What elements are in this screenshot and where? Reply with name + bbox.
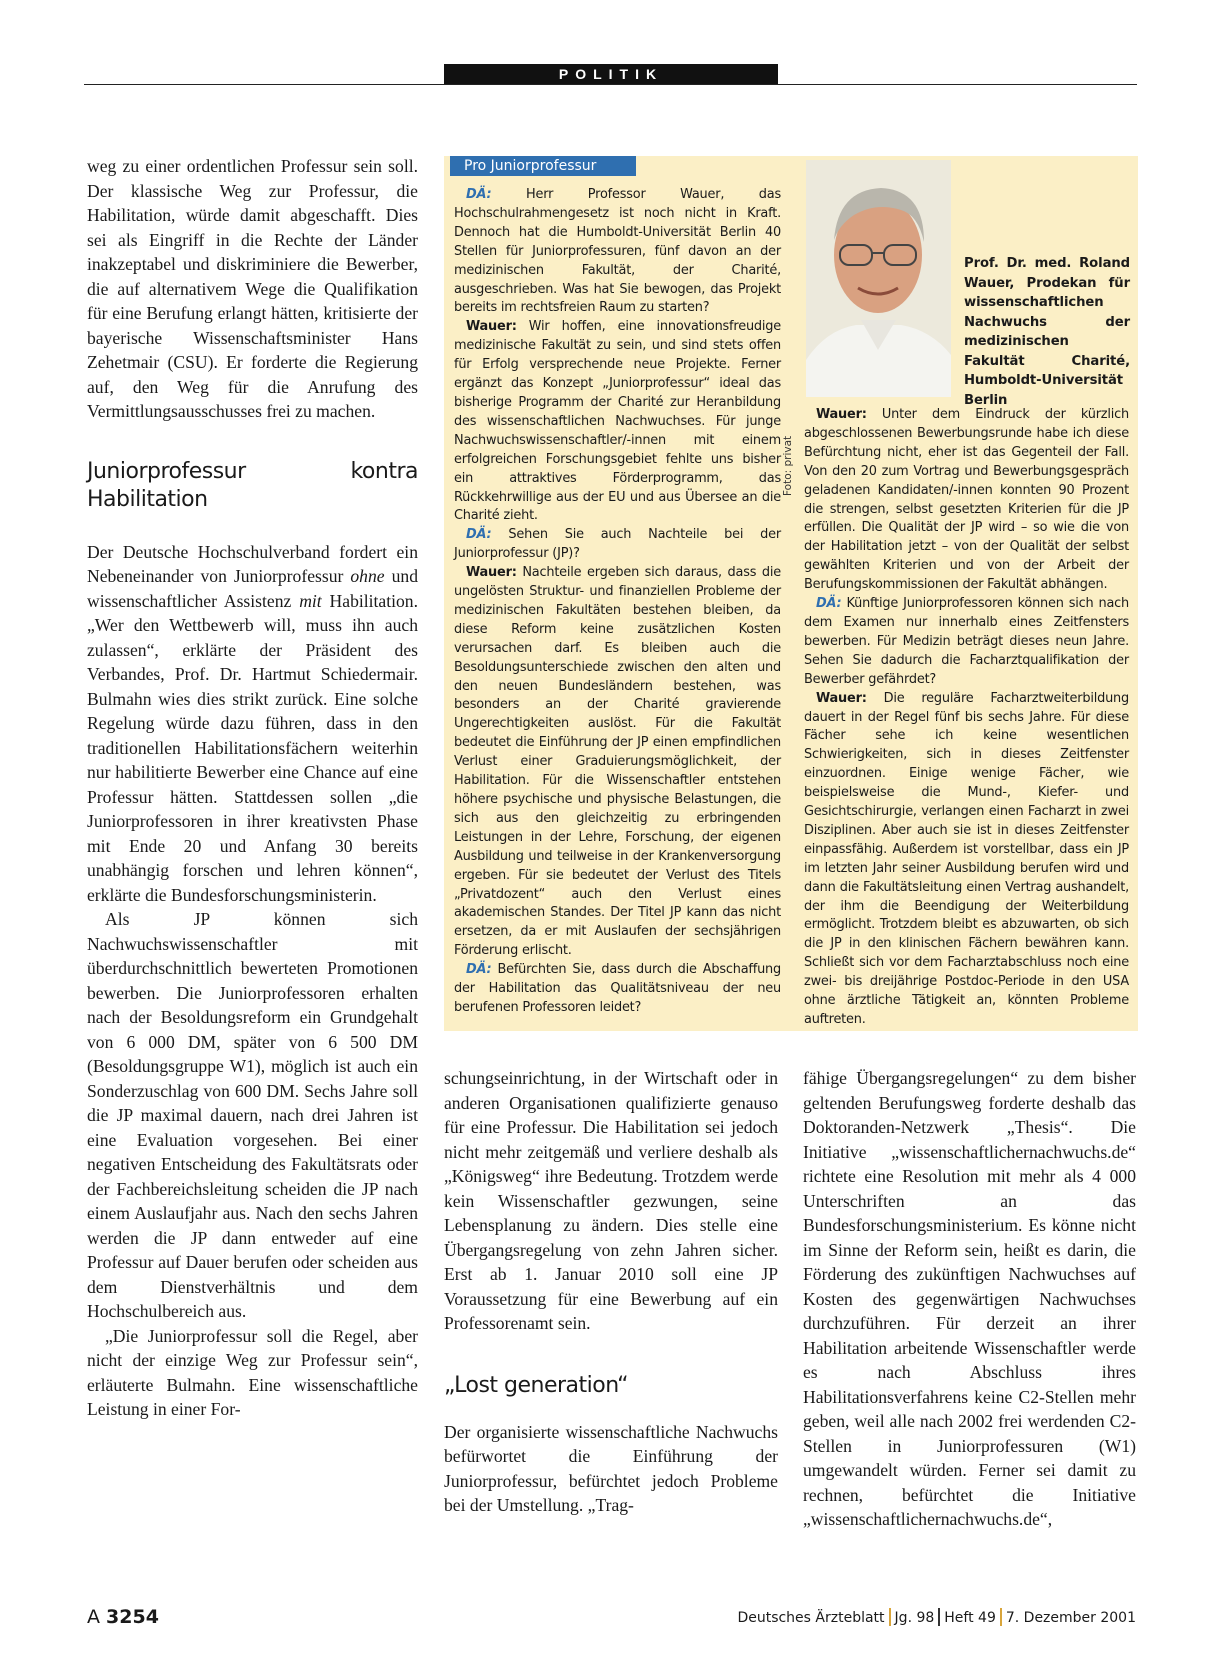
paragraph: Der Deutsche Hochschulverband fordert ein Nebeneinander von Juniorprofessur ohne und wissenschaftlicher Assistenz mit Habilitation. „Wer den Wettbewerb will, muss ihn auch zulassen“, erklärte der Präsident des Verbandes, Prof. Dr. Hartmut Schiedermair. Bulmahn wies dies strikt zurück. Eine solche Regelung würde dazu führen, dass in den traditionellen Habilitationsfächern weiterhin nur habilitierte Bewerber eine Chance auf eine Professur hätten. Stattdessen sollen „die Juniorprofessoren in ihrer kreativsten Phase mit Ende 20 und Anfang 30 bereits unabhängig forschen und lehren können“, erklärte die Bundesforschungsministerin. [87,541,418,905]
photo-caption: Prof. Dr. med. Roland Wauer, Prodekan für wissenschaftlichen Nachwuchs der medizinischen Fakultät Charité, Humboldt-Universität Berlin [964,256,1130,408]
header-rule [84,84,1137,85]
box-tag: Pro Juniorprofessur [450,156,636,176]
journal-name: Deutsches Ärzteblatt [737,1610,885,1626]
section-tag: POLITIK [444,64,778,85]
paragraph: schungseinrichtung, in der Wirtschaft oder in anderen Organisationen qualifizierte genauso für eine Professur. Die Habilitation sei jedoch nicht mehr zeitgemäß und verliere deshalb als „Königsweg“ ihre Bedeutung. Trotzdem werde kein Wissenschaftler gezwungen, seine Lebensplanung zu ändern. Dies stelle eine Übergangsregelung von zehn Jahren sicher. Erst ab 1. Januar 2010 soll eine JP Voraussetzung für eine Bewerbung auf ein Professorenamt sein. [444,1068,778,1333]
paragraph: Der organisierte wissenschaftliche Nachwuchs befürwortet die Einführung der Juniorprofessur, befürchtet jedoch Probleme bei der Umstellung. „Trag- [444,1421,778,1515]
paragraph: weg zu einer ordentlichen Professur sein soll. Der klassische Weg zur Professur, die Habilitation, würde damit abgeschafft. Dies sei als Eingriff in die Rechte der Länder inakzeptabel und diskriminiere die Bewerber, die auf alternativem Wege die Qualifikation für eine Berufung erlangt hätten, kritisierte der bayerische Wissenschaftsminister Hans Zehetmair (CSU). Er forderte die Regierung auf, den Weg für die Anrufung des Vermittlungsausschusses frei zu machen. [87,156,418,421]
middle-column [444,1066,778,1518]
paragraph: „Die Juniorprofessur soll die Regel, aber nicht der einzige Weg zur Professur sein“, erläuterte Bulmahn. Eine wissenschaftliche Leistung in einer For- [87,1325,418,1419]
journal-volume: Jg. 98 [894,1610,935,1626]
journal-date: 7. Dezember 2001 [1005,1610,1136,1626]
paragraph: Als JP können sich Nachwuchswissenschaftler mit überdurchschnittlich bewerteten Promotionen bewerben. Die Juniorprofessoren erhalten nach der Besoldungsreform ein Grundgehalt von 6 000 DM, später von 6 500 DM (Besoldungsgruppe W1), möglich ist auch ein Sonderzuschlag von 600 DM. Sechs Jahre soll die JP maximal dauern, nach drei Jahren ist eine Evaluation vorgesehen. Bei einer negativen Entscheidung des Fakultätsrats oder der Fachbereichsleitung scheiden die JP nach einem Auslaufjahr aus. Nach den sechs Jahren werden die JP dann entweder auf eine Professur auf Dauer berufen oder scheiden aus dem Dienstverhältnis und dem Hochschulbereich aus. [87,909,418,1321]
right-column [803,1066,1136,1532]
interview-column-2: Wauer: Unter dem Eindruck der kürzlich abgeschlossenen Bewerbungsrunde habe ich diese Befürchtung nicht, eher ist das Gegenteil der Fall. Von den 20 zum Vortrag und Bewerbungsgespräch geladenen Kandidaten/-innen konnten 90 Prozent die strengen, selbst gesetzten Kriterien für die JP erfüllen. Die Qualität der JP wird – so wie die von der Habilitation jetzt – von der Qualität der selbst gewählten Kriterien und von der Arbeit der Berufungskommissionen der Fakultät abhängen. DÄ: Künftige Juniorprofessoren können sich nach dem Examen nur innerhalb eines Zeitfensters bewerben. Für Medizin beträgt dieses neun Jahre. Sehen Sie dadurch die Facharztqualifikation der Bewerber gefährdet? Wauer: Die reguläre Facharztweiterbildung dauert in der Regel fünf bis sechs Jahre. Für diese Fächer sehe ich keine wesentlichen Schwierigkeiten, sich in dieses Zeitfenster einzuordnen. Einige wenige Fächer, wie beispielsweise die Mund-, Kiefer- und Gesichtschirurgie, verlangen einen Facharzt in zwei Disziplinen. Aber auch sie ist in dieses Zeitfenster einpassfähig. Außerdem ist vorstellbar, dass ein JP im letzten Jahr seiner Ausbildung berufen wird und dann die Fakultätsleitung einen Vertrag aushandelt, der ihm die Beendigung der Weiterbildung ermöglicht. Trotzdem bleibt es abzuwarten, ob sich die JP in den klinischen Fächern bewähren kann. Schließt sich vor dem Facharztabschluss noch eine zwei- bis dreijährige Postdoc-Periode in den USA ohne ärztliche Tätigkeit an, könnten Probleme auftreten. [804,407,1129,1027]
interview-box: Pro Juniorprofessur DÄ: Herr Professor Wauer, das Hochschulrahmengesetz ist noch nicht in Kraft. Dennoch hat die Humboldt-Universität Berlin 40 Stellen für Juniorprofessuren, fünf davon an der medizinischen Fakultät, der Charité, ausgeschrieben. Was hat Sie bewogen, das Projekt bereits im rechtsfreien Raum zu starten? Wauer: Wir hoffen, eine innovationsfreudige medizinische Fakultät zu sein, und sind stets offen für Erfolg versprechende neue Projekte. Ferner ergänzt das Konzept „Juniorprofessur“ ideal das bisherige Programm der Charité zur Heranbildung des wissenschaftlichen Nachwuchses. Für junge Nachwuchswissenschaftler/-innen mit einem erfolgreichen Forschungsgebiet fehlte uns bisher ein attraktives Förderprogramm, das Rückkehrwillige aus der EU und aus Übersee an die Charité zieht. DÄ: Sehen Sie auch Nachteile bei der Juniorprofessur (JP)? Wauer: Nachteile ergeben sich daraus, dass die ungelösten Struktur- und finanziellen Probleme der medizinischen Fakultäten bestehen bleiben, da diese Reform keine zusätzlichen Kosten verursachen darf. Es bleiben auch die Besoldungsunterschiede zwischen den alten und den neuen Bundesländern bestehen, was besonders an der Charité gravierende Ungerechtigkeiten auslöst. Für die Fakultät bedeutet die Einführung der JP einen empfindlichen Verlust einer Graduierungsmöglichkeit, der Habilitation. Für die Wissenschaftler entstehen höhere psychische und physische Belastungen, die sich aus den gleichzeitig zu erbringenden Leistungen in der Lehre, Forschung, der eigenen Ausbildung und teilweise in der Krankenversorgung ergeben. Für sie bedeutet der Verlust des Titels „Privatdozent“ auch den Verlust eines akademischen Standes. Der Titel JP kann das nicht ersetzen, da er mit Auslaufen der sechsjährigen Förderung erlischt. DÄ: Befürchten Sie, dass durch die Abschaffung der Habilitation das Qualitätsniveau der neu berufenen Professoren leidet? Foto: privat Prof. Dr. med. Roland Wauer, Prodekan für wissenschaftlichen Nachwuchs der medizinischen Fakultät Charité, Humboldt-Universität Berlin Wauer: Unter dem Eindruck der kürzlich abgeschlossenen Bewerbungsrunde habe ich diese Befürchtung nicht, eher ist das Gegenteil der Fall. Von den 20 zum Vortrag und Bewerbungsgespräch geladenen Kandidaten/-innen konnten 90 Prozent die strengen, selbst gesetzten Kriterien für die JP erfüllen. Die Qualität der JP wird – so wie die von der Habilitation jetzt – von der Qualität der selbst gewählten Kriterien und von der Arbeit der Berufungskommissionen der Fakultät abhängen. DÄ: Künftige Juniorprofessoren können sich nach dem Examen nur innerhalb eines Zeitfensters bewerben. Für Medizin beträgt dieses neun Jahre. Sehen Sie dadurch die Facharztqualifikation der Bewerber gefährdet? Wauer: Die reguläre Facharztweiterbildung dauert in der Regel fünf bis sechs Jahre. Für diese Fächer sehe ich keine wesentlichen Schwierigkeiten, sich in dieses Zeitfenster einzuordnen. Einige wenige Fächer, wie beispielsweise die Mund-, Kiefer- und Gesichtschirurgie, verlangen einen Facharzt in zwei Disziplinen. Aber auch sie ist in dieses Zeitfenster einpassfähig. Außerdem ist vorstellbar, dass ein JP im letzten Jahr seiner Ausbildung berufen wird und dann die Fakultätsleitung einen Vertrag aushandelt, der ihm die Beendigung der Weiterbildung ermöglicht. Trotzdem bleibt es abzuwarten, ob sich die JP in den klinischen Fächern bewähren kann. Schließt sich vor dem Facharztabschluss noch eine zwei- bis dreijährige Postdoc-Periode in den USA ohne ärztliche Tätigkeit an, könnten Probleme auftreten. [444,156,1138,1031]
paragraph: fähige Übergangsregelungen“ zu dem bisher geltenden Berufungsweg forderte deshalb das Doktoranden-Netzwerk „Thesis“. Die Initiative „wissenschaftlichernachwuchs.de“ richtete eine Resolution mit mehr als 4 000 Unterschriften an das Bundesforschungsministerium. Es könne nicht im Sinne der Reform sein, heißt es darin, die Förderung des zukünftigen Nachwuchses auf Kosten des gegenwärtigen Nachwuchses durchzuführen. Für derzeit an ihrer Habilitation arbeitende Wissenschaftler werde es nach Abschluss ihres Habilitationsverfahrens keine C2-Stellen mehr geben, weil alle nach 2002 frei werdenden C2-Stellen in Juniorprofessuren (W1) umgewandelt würden. Ferner sei damit zu rechnen, befürchtet die Initiative „wissenschaftlichernachwuchs.de“, [803,1068,1136,1529]
subheading: „Lost generation“ [444,1372,628,1398]
journal-issue: Heft 49 [944,1610,996,1626]
subheading: Juniorprofessur kontra Habilitation [87,458,418,512]
left-column [87,154,418,1422]
portrait-photo [806,160,951,397]
journal-citation [737,1608,1136,1626]
interview-column-1: DÄ: Herr Professor Wauer, das Hochschulrahmengesetz ist noch nicht in Kraft. Dennoch hat die Humboldt-Universität Berlin 40 Stellen für Juniorprofessuren, fünf davon an der medizinischen Fakultät, der Charité, ausgeschrieben. Was hat Sie bewogen, das Projekt bereits im rechtsfreien Raum zu starten? Wauer: Wir hoffen, eine innovationsfreudige medizinische Fakultät zu sein, und sind stets offen für Erfolg versprechende neue Projekte. Ferner ergänzt das Konzept „Juniorprofessur“ ideal das bisherige Programm der Charité zur Heranbildung des wissenschaftlichen Nachwuchses. Für junge Nachwuchswissenschaftler/-innen mit einem erfolgreichen Forschungsgebiet fehlte uns bisher ein attraktives Förderprogramm, das Rückkehrwillige aus der EU und aus Übersee an die Charité zieht. DÄ: Sehen Sie auch Nachteile bei der Juniorprofessur (JP)? Wauer: Nachteile ergeben sich daraus, dass die ungelösten Struktur- und finanziellen Probleme der medizinischen Fakultäten bestehen bleiben, da diese Reform keine zusätzlichen Kosten verursachen darf. Es bleiben auch die Besoldungsunterschiede zwischen den alten und den neuen Bundesländern bestehen, was besonders an der Charité gravierende Ungerechtigkeiten auslöst. Für die Fakultät bedeutet die Einführung der JP einen empfindlichen Verlust einer Graduierungsmöglichkeit, der Habilitation. Für die Wissenschaftler entstehen höhere psychische und physische Belastungen, die sich aus den gleichzeitig zu erbringenden Leistungen in der Lehre, Forschung, der eigenen Ausbildung und teilweise in der Krankenversorgung ergeben. Für sie bedeutet der Verlust des Titels „Privatdozent“ auch den Verlust eines akademischen Standes. Der Titel JP kann das nicht ersetzen, da er mit Auslaufen der sechsjährigen Förderung erlischt. DÄ: Befürchten Sie, dass durch die Abschaffung der Habilitation das Qualitätsniveau der neu berufenen Professoren leidet? [454,187,781,1015]
page-number: A 3254 [87,1606,159,1628]
portrait-image [806,160,951,397]
